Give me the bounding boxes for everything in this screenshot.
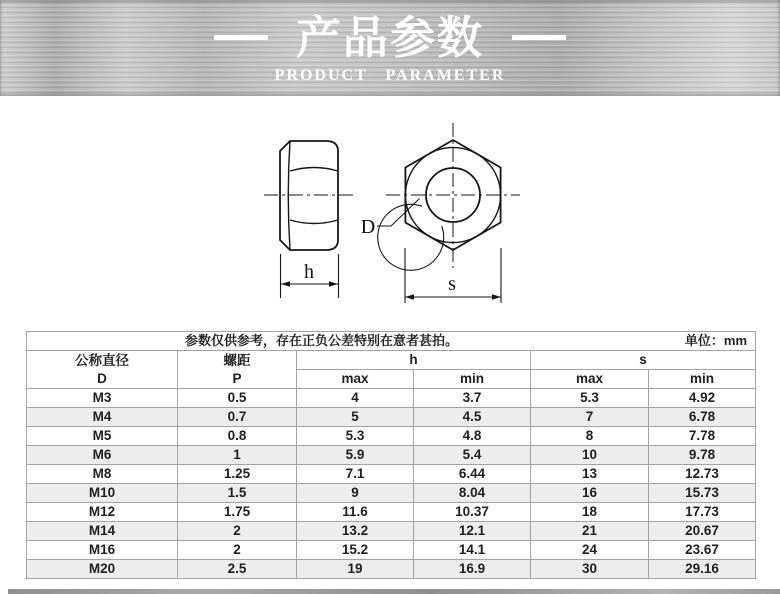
cell-s_min: 12.73 xyxy=(649,465,756,484)
table-note: 参数仅供参考，存在正负公差特别在意者甚拍。 xyxy=(185,333,459,348)
section-divider xyxy=(8,589,780,594)
cell-d: M5 xyxy=(27,427,178,446)
spec-row-M16 xyxy=(27,541,756,560)
table-note-row xyxy=(27,332,756,351)
cell-s_max: 16 xyxy=(531,484,649,503)
dim-label-s: s xyxy=(448,273,456,295)
dim-label-h: h xyxy=(304,261,314,283)
col-header-pitch-symbol: P xyxy=(232,370,242,386)
cell-s_min: 20.67 xyxy=(649,522,756,541)
spec-row-M8 xyxy=(27,465,756,484)
spec-table xyxy=(26,331,756,579)
cell-h_min: 16.9 xyxy=(414,560,531,579)
dim-label-d: D xyxy=(360,216,376,238)
cell-h_min: 8.04 xyxy=(414,484,531,503)
cell-s_max: 30 xyxy=(531,560,649,579)
cell-h_max: 15.2 xyxy=(297,541,414,560)
spec-row-M5 xyxy=(27,427,756,446)
cell-s_min: 17.73 xyxy=(649,503,756,522)
cell-s_min: 29.16 xyxy=(649,560,756,579)
cell-s_max: 24 xyxy=(531,541,649,560)
cell-s_max: 5.3 xyxy=(531,389,649,408)
cell-h_min: 6.44 xyxy=(414,465,531,484)
spec-row-M12 xyxy=(27,503,756,522)
cell-p: 0.8 xyxy=(178,427,297,446)
cell-s_max: 21 xyxy=(531,522,649,541)
page-subtitle: PRODUCT PARAMETER xyxy=(274,67,506,84)
unit-label: 单位：mm xyxy=(684,333,748,348)
cell-s_max: 8 xyxy=(531,427,649,446)
cell-s_min: 4.92 xyxy=(649,389,756,408)
cell-p: 1.75 xyxy=(178,503,297,522)
cell-h_min: 4.5 xyxy=(414,408,531,427)
cell-s_min: 23.67 xyxy=(649,541,756,560)
spec-row-M6 xyxy=(27,446,756,465)
cell-p: 1.5 xyxy=(178,484,297,503)
col-header-h-min: min xyxy=(414,370,531,389)
col-header-s-min: min xyxy=(649,370,756,389)
cell-s_min: 6.78 xyxy=(649,408,756,427)
cell-d: M6 xyxy=(27,446,178,465)
col-header-s: s xyxy=(531,351,756,370)
cell-h_max: 5.9 xyxy=(297,446,414,465)
cell-h_min: 12.1 xyxy=(414,522,531,541)
cell-h_max: 11.6 xyxy=(297,503,414,522)
col-header-h-max: max xyxy=(297,370,414,389)
cell-s_max: 18 xyxy=(531,503,649,522)
cell-s_min: 9.78 xyxy=(649,446,756,465)
cell-h_max: 13.2 xyxy=(297,522,414,541)
nut-top-view xyxy=(361,123,520,303)
spec-row-M20 xyxy=(27,560,756,579)
spec-row-M3 xyxy=(27,389,756,408)
cell-h_max: 4 xyxy=(297,389,414,408)
cell-s_min: 15.73 xyxy=(649,484,756,503)
cell-s_min: 7.78 xyxy=(649,427,756,446)
cell-p: 2.5 xyxy=(178,560,297,579)
cell-p: 1 xyxy=(178,446,297,465)
col-header-s-max: max xyxy=(531,370,649,389)
col-header-diameter-cn: 公称直径 xyxy=(75,352,129,368)
title-dash-right-icon xyxy=(512,35,566,40)
cell-d: M14 xyxy=(27,522,178,541)
table-header-row-1 xyxy=(27,351,756,370)
banner-title-row xyxy=(0,0,780,64)
cell-h_min: 5.4 xyxy=(414,446,531,465)
page-title: 产品参数 xyxy=(295,11,484,64)
title-dash-left-icon xyxy=(214,35,268,40)
cell-s_max: 10 xyxy=(531,446,649,465)
cell-p: 0.5 xyxy=(178,389,297,408)
cell-s_max: 7 xyxy=(531,408,649,427)
cell-h_min: 14.1 xyxy=(414,541,531,560)
spec-row-M14 xyxy=(27,522,756,541)
cell-h_max: 5.3 xyxy=(297,427,414,446)
col-header-diameter xyxy=(27,351,178,389)
cell-h_max: 5 xyxy=(297,408,414,427)
cell-p: 2 xyxy=(178,522,297,541)
cell-p: 2 xyxy=(178,541,297,560)
cell-d: M4 xyxy=(27,408,178,427)
col-header-pitch xyxy=(178,351,297,389)
cell-d: M16 xyxy=(27,541,178,560)
cell-h_max: 9 xyxy=(297,484,414,503)
cell-d: M10 xyxy=(27,484,178,503)
cell-p: 0.7 xyxy=(178,408,297,427)
cell-h_min: 10.37 xyxy=(414,503,531,522)
technical-drawing xyxy=(0,96,780,331)
col-header-diameter-symbol: D xyxy=(97,370,107,386)
cell-d: M12 xyxy=(27,503,178,522)
nut-side-view xyxy=(264,141,354,298)
cell-h_max: 19 xyxy=(297,560,414,579)
cell-s_max: 13 xyxy=(531,465,649,484)
cell-p: 1.25 xyxy=(178,465,297,484)
cell-d: M8 xyxy=(27,465,178,484)
cell-h_min: 3.7 xyxy=(414,389,531,408)
col-header-pitch-cn: 螺距 xyxy=(223,352,251,368)
col-header-h: h xyxy=(297,351,531,370)
cell-d: M20 xyxy=(27,560,178,579)
cell-h_min: 4.8 xyxy=(414,427,531,446)
header-banner xyxy=(0,0,780,96)
spec-table-body xyxy=(27,389,756,579)
spec-row-M4 xyxy=(27,408,756,427)
cell-h_max: 7.1 xyxy=(297,465,414,484)
spec-row-M10 xyxy=(27,484,756,503)
cell-d: M3 xyxy=(27,389,178,408)
